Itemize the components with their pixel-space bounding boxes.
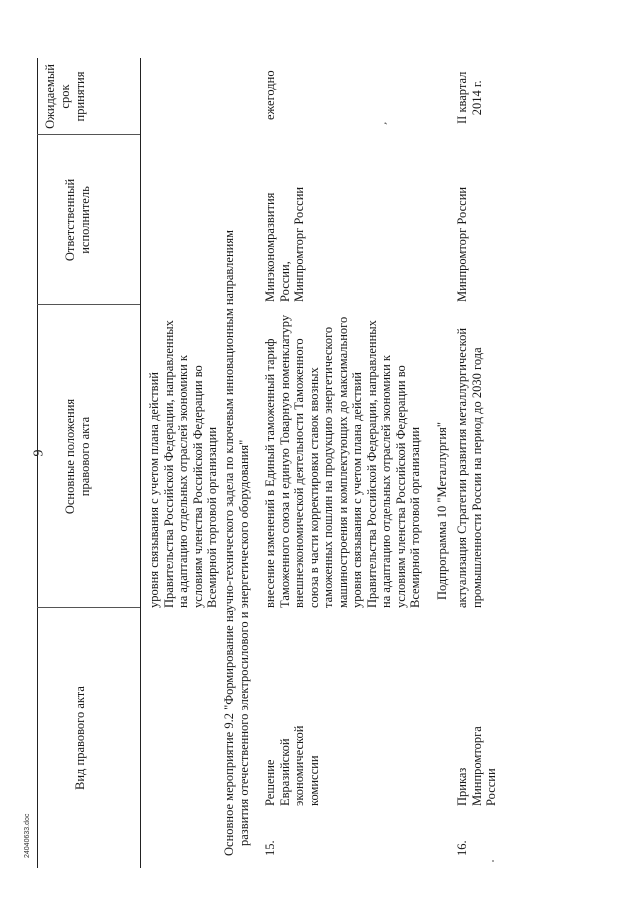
row-provision-line: внесение изменений в Единый таможенный тариф	[263, 338, 277, 608]
row-executor-line: России,	[277, 261, 292, 302]
row-provision-line: уровня связывания с учетом плана действий	[350, 372, 364, 608]
measure-title	[222, 66, 251, 856]
continuation-text	[147, 320, 220, 608]
row-type-line: комиссии	[306, 755, 321, 806]
row-15-type	[263, 726, 321, 806]
row-16-term	[455, 72, 484, 124]
continuation-line: Правительства Российской Федерации, направленных	[161, 320, 176, 608]
measure-title-line: развития отечественного электросилового и энергетического оборудования"	[236, 439, 251, 846]
row-provision-line: таможенных пошлин на продукцию энергетического	[321, 326, 335, 608]
row-executor-line: Минэкономразвития	[263, 192, 277, 302]
row-provision-line: союза в части корректировки ставок ввозных	[306, 367, 321, 608]
row-provision-line: Всемирной торговой организации	[408, 426, 422, 608]
subprogram-title: Подпрограмма 10 "Металлургия"	[435, 422, 449, 600]
header-term-line: принятия	[73, 71, 87, 122]
continuation-line: уровня связывания с учетом плана действий	[147, 372, 161, 608]
row-provision-line: Таможенного союза и единую Товарную номенклатуру	[277, 314, 292, 608]
row-15-number: 15.	[263, 840, 277, 856]
row-16-provisions	[455, 328, 484, 608]
row-16-executor	[455, 187, 470, 302]
header-provisions-line: Основные положения	[63, 398, 77, 515]
row-type-line: Приказ	[455, 767, 469, 806]
header-term-line: срок	[58, 84, 72, 109]
header-provisions-line: правового акта	[78, 416, 92, 497]
row-provision-line: на адаптацию отдельных отраслей экономики к	[379, 354, 393, 608]
row-type-line: Евразийской	[277, 738, 292, 806]
row-15-term	[263, 70, 278, 120]
continuation-line: на адаптацию отдельных отраслей экономики к	[176, 354, 190, 608]
row-executor-line: Минпромторг России	[455, 186, 469, 302]
rotated-table	[37, 58, 582, 868]
header-term-line: Ожидаемый	[43, 64, 57, 129]
row-type-line: экономической	[292, 725, 306, 806]
row-provision-line: Правительства Российской Федерации, направленных	[364, 320, 379, 608]
page-number: 9	[31, 449, 47, 457]
row-provision-line: актуализация Стратегии развития металлургической	[455, 327, 469, 608]
row-type-line: Минпромторга	[469, 726, 484, 806]
row-provision-line: внешнеэкономической деятельности Таможенного	[292, 338, 306, 608]
row-16-type	[455, 726, 499, 806]
row-provision-line: промышленности России на период до 2030 года	[469, 347, 484, 608]
header-type	[37, 608, 176, 868]
header-executor-line: Ответственный	[63, 178, 77, 262]
header-executor-line: исполнитель	[78, 186, 92, 254]
row-executor-line: Минпромторг России	[292, 186, 306, 302]
measure-title-line: Основное мероприятие 9.2 "Формирование научно-технического задела по ключевым инновационным направлениям	[222, 230, 236, 856]
row-15-executor	[263, 187, 307, 302]
footer-file-name: 24040633.doc	[24, 813, 31, 858]
row-type-line: Решение	[263, 759, 277, 806]
header-term	[37, 58, 146, 135]
pen-mark: ,	[377, 119, 389, 126]
row-16-number: 16.	[455, 840, 469, 856]
row-provision-line: машиностроения и комплектующих до максимального	[335, 316, 350, 608]
row-provision-line: условиям членства Российской Федерации во	[393, 365, 408, 608]
continuation-line: Всемирной торговой организации	[205, 426, 219, 608]
header-type-label: Вид правового акта	[73, 686, 87, 790]
continuation-line: условиям членства Российской Федерации во	[190, 365, 205, 608]
row-15-provisions	[263, 315, 423, 608]
row-term-line: ежегодно	[263, 70, 277, 120]
row-term-line: II квартал	[455, 71, 469, 124]
row-type-line: России	[484, 768, 498, 806]
row-term-line: 2014 г.	[469, 80, 484, 116]
header-executor	[37, 135, 166, 305]
